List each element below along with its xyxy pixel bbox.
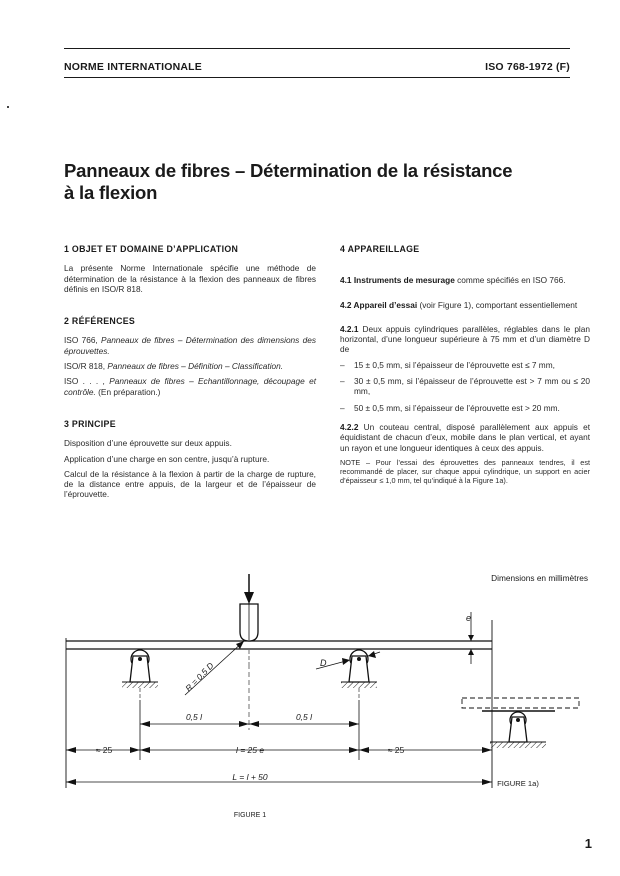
reference-iso-sampling <box>64 376 316 397</box>
diameter-option-2-text: 30 ± 0,5 mm, si l’épaisseur de l’éprouvette est > 7 mm ou ≤ 20 mm, <box>354 376 590 397</box>
figure-1-diagram <box>0 560 620 830</box>
label-half-right: 0,5 l <box>295 712 313 722</box>
section-3-heading: 3 PRINCIPE <box>64 418 116 429</box>
label-r: R = 0,5 D <box>183 660 216 694</box>
scan-speck <box>7 106 9 108</box>
caption-figure-1a: FIGURE 1a) <box>497 779 539 788</box>
reference-iso-766 <box>64 335 316 356</box>
document-title <box>64 160 564 204</box>
section-4-1-label: 4.1 Instruments de mesurage <box>340 275 455 286</box>
label-overhang-right: ≈ 25 <box>387 745 405 755</box>
section-1-text: La présente Norme Internationale spécifie une méthode de détermination de la résistance à la flexion des panneaux de fibres définis en ISO/R 818. <box>64 263 316 294</box>
reference-iso-sampling-code: ISO . . . , <box>64 376 105 387</box>
section-4-heading: 4 APPAREILLAGE <box>340 244 420 254</box>
span-dimension <box>66 747 492 753</box>
section-4-note: NOTE – Pour l’essai des éprouvettes des panneaux tendres, il est recommandé de placer, sur chaque appui cylindrique, un support en acier d’épaisseur ≤ 1,0 mm, tel qu’indiqué à la Figure 1a). <box>340 457 590 486</box>
label-d: D <box>320 658 327 668</box>
section-4-2-text: (voir Figure 1), comportant essentiellement <box>419 299 578 310</box>
reference-iso-r-818 <box>64 361 316 371</box>
left-support <box>122 650 158 700</box>
caption-figure-1: FIGURE 1 <box>233 812 267 819</box>
figure-1a-detail <box>462 698 579 748</box>
section-4-1 <box>340 275 590 285</box>
reference-iso-sampling-title: Panneaux de fibres – Echantillonnage, découpage et contrôle. <box>64 376 317 397</box>
section-2-heading: 2 RÉFÉRENCES <box>64 316 136 327</box>
reference-iso-766-title: Panneaux de fibres – Détermination des dimensions des éprouvettes. <box>64 335 316 356</box>
section-4-2-2-text: Un couteau central, disposé parallèlement aux appuis et équidistant de chacun d’eux, mobile dans le plan vertical, et ayant un rayon et une longueur identiques à ceux des appuis. <box>340 421 590 453</box>
section-3-paragraph-3: Calcul de la résistance à la flexion à partir de la charge de rupture, de la distance entre appuis, de la largeur et de l’épaisseur de l’éprouvette. <box>64 468 316 500</box>
reference-iso-r-818-code: ISO/R 818, <box>64 361 106 372</box>
section-4-2-2 <box>340 422 590 453</box>
right-column <box>340 244 590 485</box>
section-4-1-text: comme spécifiés en ISO 766. <box>457 275 566 286</box>
header-standard-number: ISO 768-1972 (F) <box>485 61 570 73</box>
diameter-option-1-text: 15 ± 0,5 mm, si l’épaisseur de l’éprouvette est ≤ 7 mm, <box>354 359 555 370</box>
label-overhang-left: ≈ 25 <box>95 745 113 755</box>
diameter-option-2 <box>340 376 590 397</box>
header-bottom-rule <box>64 77 570 78</box>
section-1-heading: 1 OBJET ET DOMAINE D’APPLICATION <box>64 244 239 254</box>
label-half-left: 0,5 l <box>185 712 203 722</box>
label-total: L = l + 50 <box>232 772 268 782</box>
section-3-paragraph-2: Application d’une charge en son centre, jusqu’à rupture. <box>64 453 270 464</box>
section-4-2-label: 4.2 Appareil d’essai <box>340 299 418 310</box>
diameter-option-3 <box>340 403 590 413</box>
section-3-paragraph-1: Disposition d’une éprouvette sur deux appuis. <box>64 438 232 449</box>
reference-iso-766-code: ISO 766, <box>64 335 98 346</box>
right-support <box>341 650 377 700</box>
specimen-panel <box>66 620 492 788</box>
title-line-1: Panneaux de fibres – Détermination de la résistance <box>64 160 513 181</box>
label-e: e <box>466 613 472 623</box>
dash-marker: – <box>340 402 345 413</box>
reference-iso-r-818-title: Panneaux de fibres – Définition – Classification. <box>107 361 284 372</box>
section-4-2-2-label: 4.2.2 <box>340 421 359 432</box>
central-knife <box>240 574 258 664</box>
thickness-dimension <box>458 612 490 664</box>
diameter-option-3-text: 50 ± 0,5 mm, si l’épaisseur de l’éprouvette est > 20 mm. <box>354 402 560 413</box>
total-length-dimension <box>66 779 492 785</box>
section-4-2 <box>340 300 590 310</box>
section-4-2-1 <box>340 324 590 355</box>
label-span: l = 25 e <box>235 745 265 755</box>
diameter-option-1 <box>340 360 590 370</box>
dimensions-note: Dimensions en millimètres <box>491 573 588 583</box>
dash-marker: – <box>340 359 345 370</box>
reference-iso-sampling-note: (En préparation.) <box>98 386 161 397</box>
title-line-2: à la flexion <box>64 182 158 203</box>
section-4-2-1-text: Deux appuis cylindriques parallèles, réglables dans le plan horizontal, d’une longueur supérieure à 75 mm et d’un diamètre D de <box>340 323 591 355</box>
dash-marker: – <box>340 376 345 387</box>
header-standard-type: NORME INTERNATIONALE <box>64 61 202 73</box>
header-top-rule <box>64 48 570 49</box>
half-span-dimension <box>140 721 359 727</box>
left-column <box>64 244 316 500</box>
page-number: 1 <box>584 836 592 851</box>
section-4-2-1-label: 4.2.1 <box>340 323 359 334</box>
